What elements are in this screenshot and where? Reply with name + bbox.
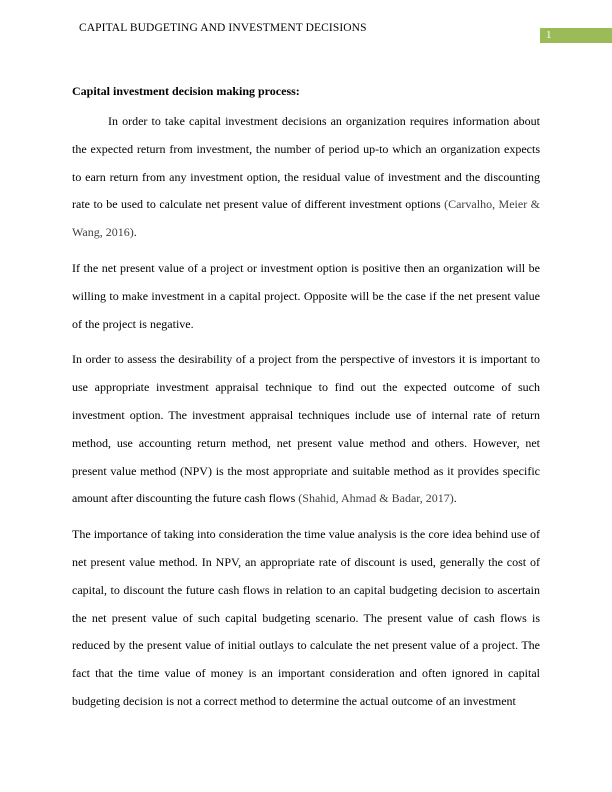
paragraph-4-text: The importance of taking into consideration the time value analysis is the core idea behind use of net present value method. In NPV, an appropriate rate of discount is used, generally the cost of capital, to discount the future cash flows in relation to an capital budgeting decision to ascertain the net present value of such capital budgeting scenario. The present value of cash flows is reduced by the present value of initial outlays to calculate the net present value of a project. The fact that the time value of money is an important consideration and often ignored in capital budgeting decision is not a correct method to determine the actual outcome of an investment (72, 527, 540, 708)
paragraph-3-end: . (453, 491, 457, 506)
page-number-badge: 1 (540, 28, 612, 43)
paragraph-1 (72, 108, 540, 247)
citation-shahid: (Shahid, Ahmad & Badar, 2017) (298, 491, 454, 506)
paragraph-2-text: If the net present value of a project or investment option is positive then an organization will be willing to make investment in a capital project. Opposite will be the case if the net present value of the project is negative. (72, 260, 540, 331)
paragraph-3 (72, 346, 540, 513)
section-heading: Capital investment decision making process: (72, 84, 300, 98)
paragraph-3-text: In order to assess the desirability of a project from the perspective of investors it is important to use appropriate investment appraisal technique to find out the expected outcome of such investment option. The investment appraisal techniques include use of internal rate of return method, use accounting return method, net present value method and others. However, net present value method (NPV) is the most appropriate and suitable method as it provides specific amount after discounting the future cash flows (72, 352, 540, 506)
paragraph-4 (72, 521, 540, 716)
paragraph-1-end: . (133, 225, 137, 240)
paragraph-2 (72, 255, 540, 338)
paragraph-1-text: In order to take capital investment decisions an organization requires information about the expected return from investment, the number of period up-to which an organization expects to earn return from any investment option, the residual value of investment and the discounting rate to be used to calculate net present value of different investment options (72, 114, 540, 212)
running-header-title: CAPITAL BUDGETING AND INVESTMENT DECISIONS (79, 22, 367, 34)
document-body (72, 84, 540, 724)
citation-carvalho: (Carvalho, Meier & Wang, 2016) (72, 197, 540, 240)
